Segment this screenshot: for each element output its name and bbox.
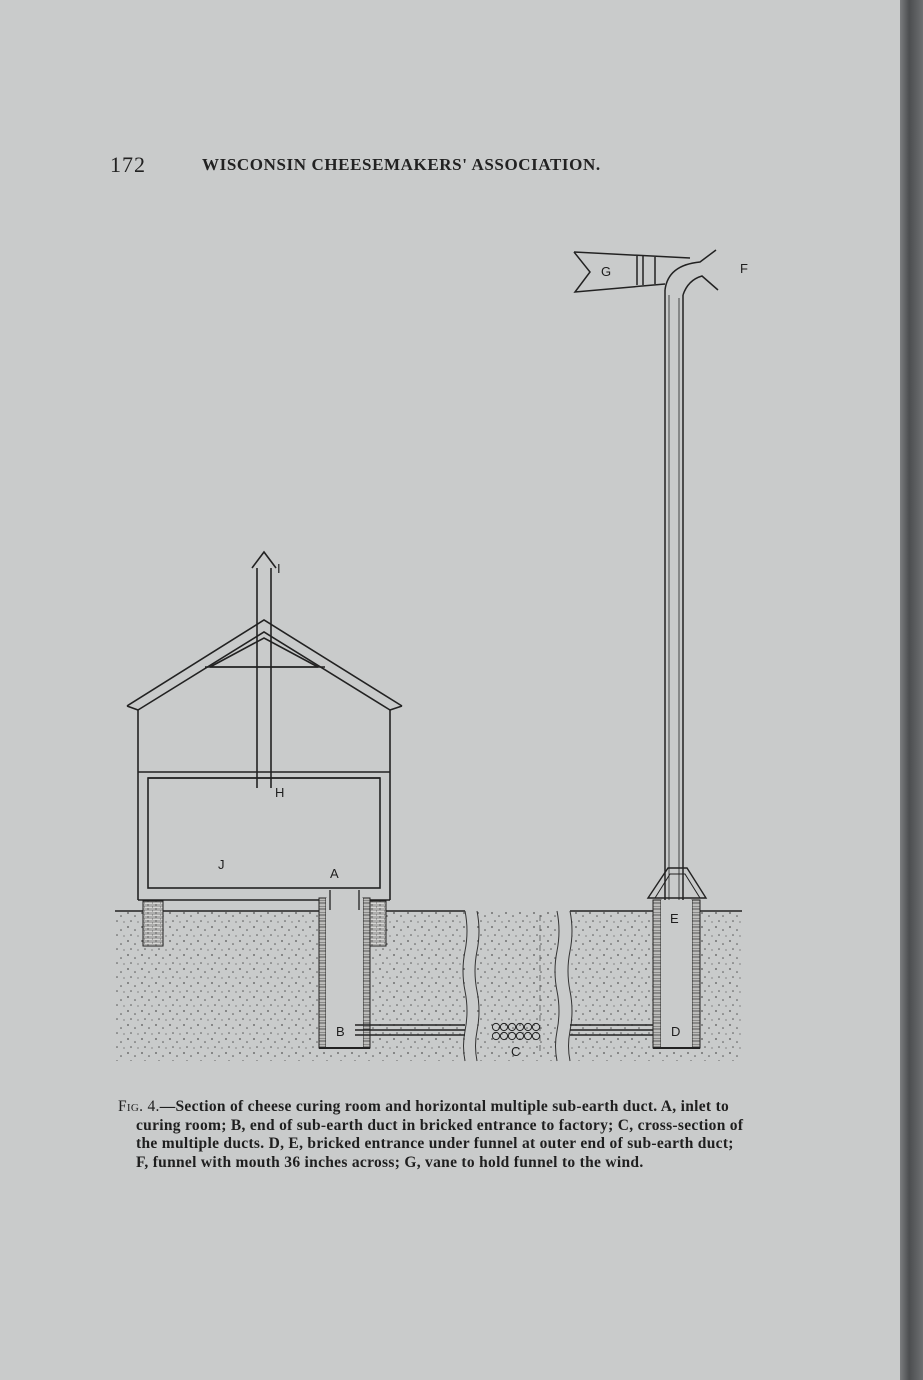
label-a: A — [330, 866, 339, 881]
label-c: C — [511, 1044, 521, 1059]
ground-soil — [115, 911, 742, 1061]
outlet-shaft — [648, 868, 706, 1048]
page-edge — [900, 0, 923, 1380]
running-head: WISCONSIN CHEESEMAKERS' ASSOCIATION. — [202, 155, 601, 174]
funnel-pipe — [665, 250, 718, 900]
figure-number: Fig. 4. — [118, 1098, 160, 1115]
label-i: I — [277, 561, 281, 576]
caption-text: —Section of cheese curing room and horizontal multiple sub-earth duct. A, inlet to curing room; B, end of sub-earth duct in bricked entrance to factory; C, cross-section of the multiple ducts. D, E, bricked entrance under funnel at outer end of sub-earth duct; F, funnel with mouth 36 inches across; G, vane to hold funnel to the wind. — [136, 1098, 744, 1171]
curing-house — [127, 552, 402, 900]
label-f: F — [740, 261, 748, 276]
label-j: J — [218, 857, 225, 872]
label-d: D — [671, 1024, 681, 1039]
figure-caption — [118, 1098, 750, 1172]
page-number: 172 — [110, 152, 146, 177]
label-e: E — [670, 911, 679, 926]
label-g: G — [601, 264, 612, 279]
label-b: B — [336, 1024, 345, 1039]
brick-pier-left — [143, 901, 163, 946]
label-h: H — [275, 785, 285, 800]
